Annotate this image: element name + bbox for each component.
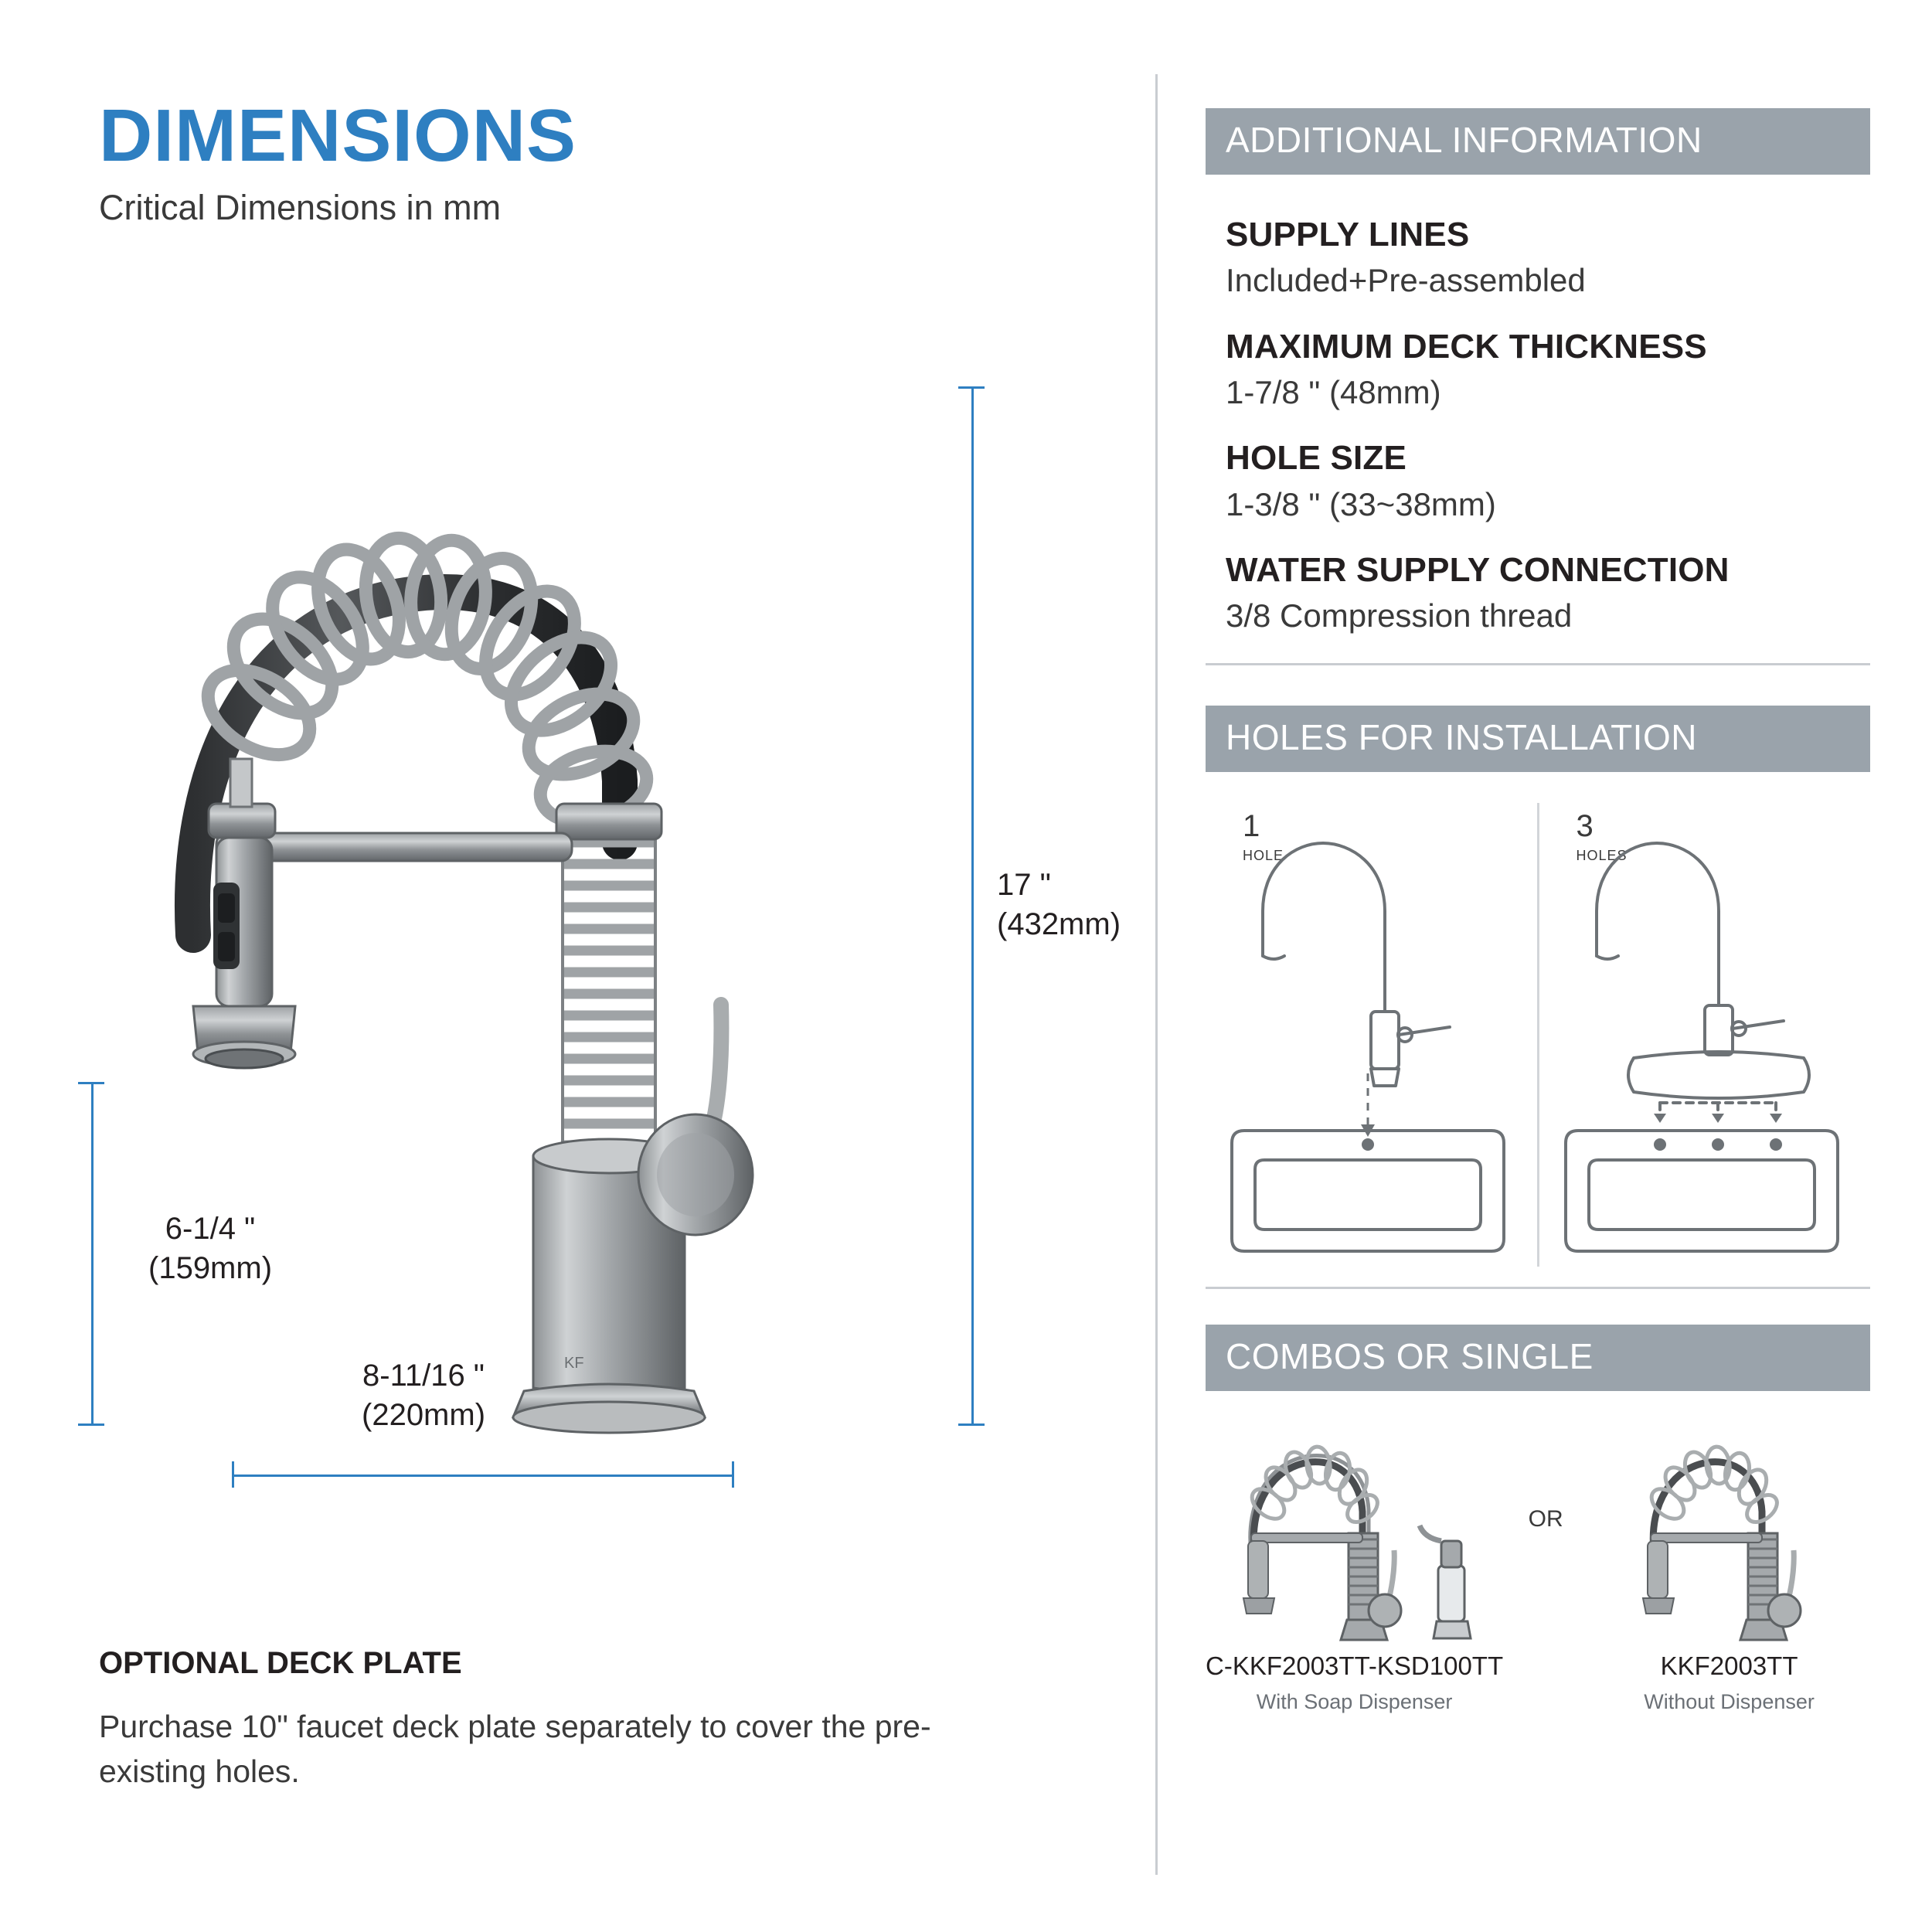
info-term: MAXIMUM DECK THICKNESS — [1226, 327, 1707, 366]
reach-value-inches: 6-1/4 " — [165, 1212, 256, 1246]
svg-text:KF: KF — [564, 1355, 584, 1372]
faucet-without-dispenser-image — [1606, 1417, 1853, 1641]
combo-separator: OR — [1528, 1506, 1563, 1532]
spout-value-inches: 8-11/16 " — [362, 1359, 485, 1393]
height-tick-bottom — [958, 1423, 985, 1426]
info-value: 1-7/8 " (48mm) — [1226, 373, 1441, 410]
height-dimension-line — [971, 386, 974, 1426]
spout-tick-left — [232, 1461, 234, 1488]
combos-or-single-section — [1206, 1325, 1870, 1714]
deck-plate-text: Purchase 10" faucet deck plate separately to cover the pre-existing holes. — [99, 1709, 931, 1790]
spout-dimension-label — [362, 1356, 485, 1435]
combo-model: KKF2003TT — [1660, 1651, 1798, 1681]
info-value: 1-3/8 " (33~38mm) — [1226, 485, 1496, 522]
optional-deck-plate-block — [99, 1646, 964, 1794]
holes-for-installation-section — [1206, 706, 1870, 1267]
hole-count-label: 1 — [1243, 809, 1260, 844]
one-hole-diagram — [1206, 803, 1530, 1267]
section-divider-1 — [1206, 663, 1870, 665]
specs-panel — [1206, 0, 1870, 1932]
section-divider-2 — [1206, 1287, 1870, 1289]
reach-value-mm: (159mm) — [148, 1251, 273, 1286]
hole-option-1 — [1206, 803, 1539, 1267]
reach-dimension-label — [148, 1209, 272, 1288]
hole-unit-label: HOLE — [1243, 848, 1284, 864]
page-title: DIMENSIONS — [99, 94, 577, 177]
height-value-mm: (432mm) — [997, 907, 1121, 942]
info-value: 3/8 Compression thread — [1226, 597, 1573, 634]
combo-model: C-KKF2003TT-KSD100TT — [1206, 1651, 1504, 1681]
info-item-max-deck-thickness — [1226, 328, 1870, 411]
combo-note: Without Dispenser — [1644, 1690, 1815, 1714]
hole-count-label: 3 — [1576, 809, 1594, 844]
reach-tick-bottom — [78, 1423, 104, 1426]
info-item-hole-size — [1226, 440, 1870, 522]
combo-option-without-dispenser — [1588, 1417, 1870, 1714]
spout-value-mm: (220mm) — [362, 1398, 486, 1433]
additional-information-list — [1206, 216, 1870, 634]
panel-divider — [1155, 74, 1158, 1875]
holes-options — [1206, 803, 1870, 1267]
combos-or-single-header: COMBOS OR SINGLE — [1206, 1325, 1870, 1391]
info-term: SUPPLY LINES — [1226, 216, 1470, 253]
height-tick-top — [958, 386, 985, 389]
hole-option-3 — [1539, 803, 1871, 1267]
info-value: Included+Pre-assembled — [1226, 262, 1586, 299]
info-term: WATER SUPPLY CONNECTION — [1226, 550, 1730, 589]
three-hole-diagram — [1539, 803, 1864, 1267]
additional-information-header: ADDITIONAL INFORMATION — [1206, 108, 1870, 175]
info-item-water-supply-connection — [1226, 552, 1870, 634]
deck-plate-title: OPTIONAL DECK PLATE — [99, 1646, 462, 1680]
faucet-with-soap-dispenser-image — [1216, 1417, 1494, 1641]
combo-option-with-dispenser — [1206, 1417, 1503, 1714]
spout-tick-right — [732, 1461, 734, 1488]
info-item-supply-lines — [1226, 216, 1870, 299]
page-subtitle: Critical Dimensions in mm — [99, 188, 502, 227]
combo-options — [1206, 1417, 1870, 1714]
reach-tick-top — [78, 1082, 104, 1084]
reach-dimension-line — [91, 1082, 94, 1426]
height-value-inches: 17 " — [997, 868, 1051, 902]
holes-for-installation-header: HOLES FOR INSTALLATION — [1206, 706, 1870, 772]
faucet-illustration — [100, 363, 873, 1468]
hole-unit-label: HOLES — [1576, 848, 1628, 864]
height-dimension-label — [997, 866, 1121, 944]
combo-note: With Soap Dispenser — [1256, 1690, 1453, 1714]
info-term: HOLE SIZE — [1226, 439, 1407, 478]
title-block — [99, 94, 577, 227]
spout-dimension-line — [232, 1475, 734, 1477]
